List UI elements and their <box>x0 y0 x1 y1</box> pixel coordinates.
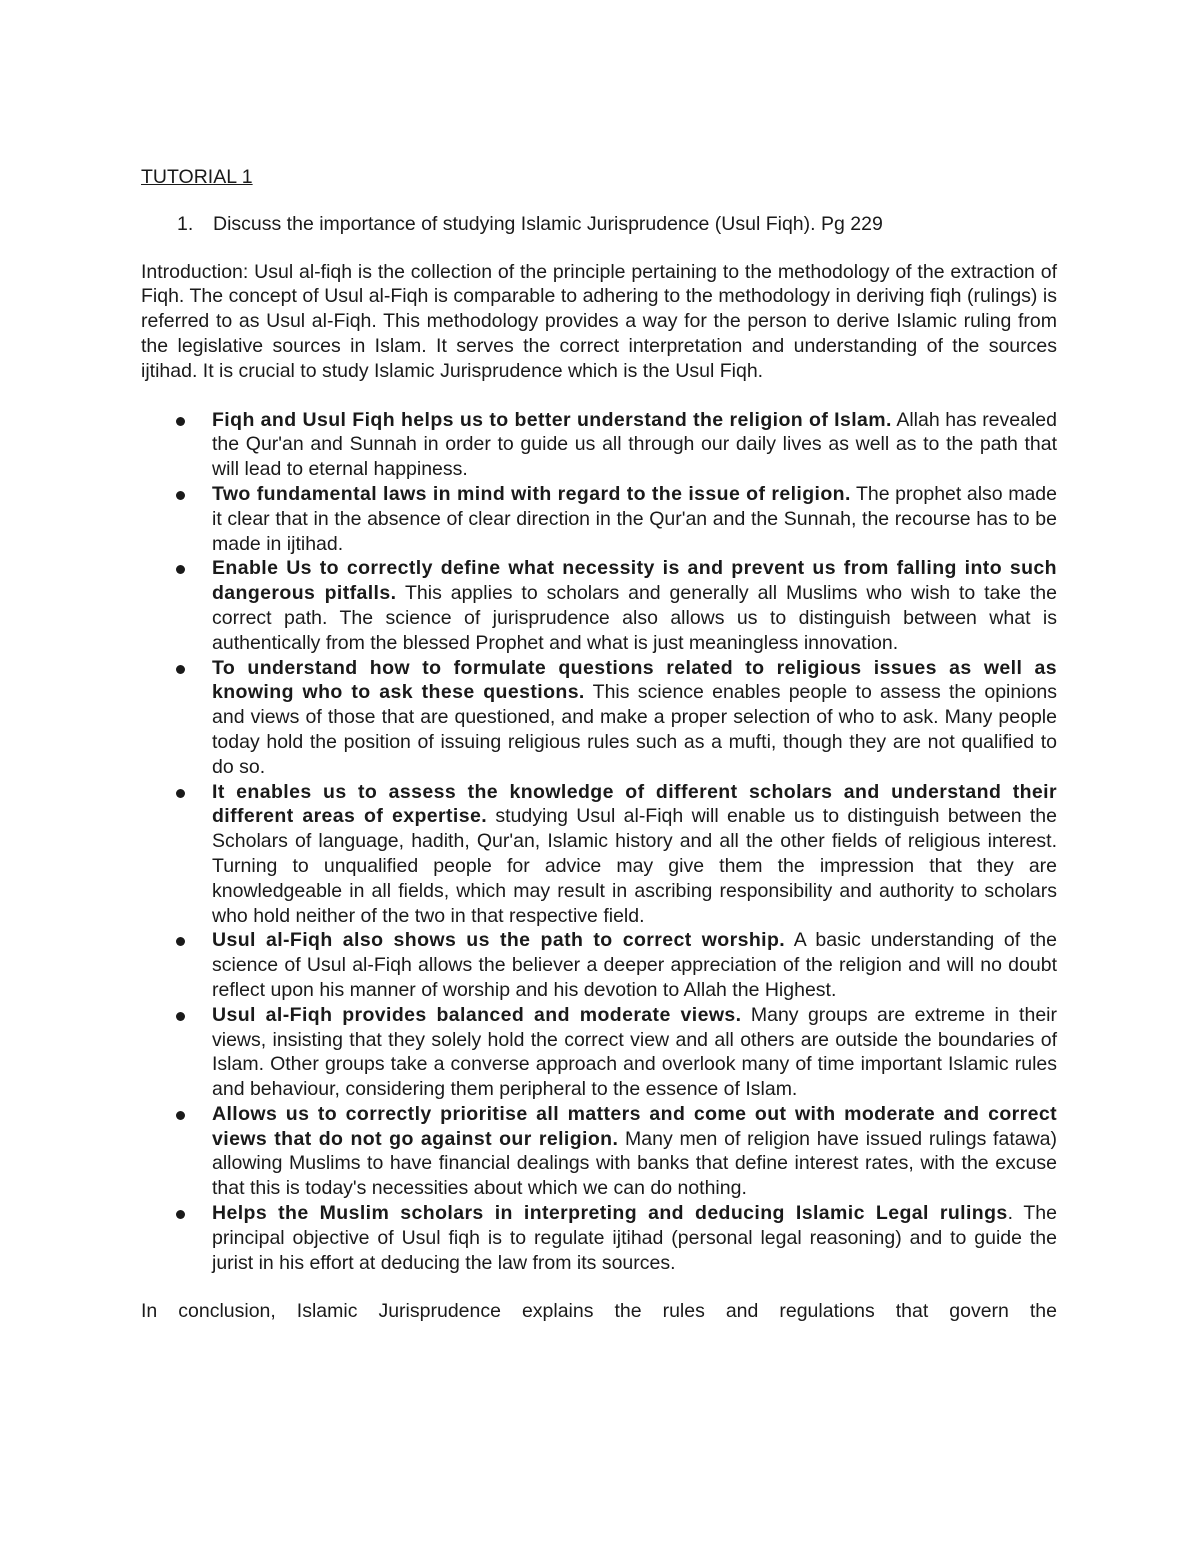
bullet-item <box>212 1003 1057 1102</box>
bullet-text: Allah has revealed the Qur'an and Sunnah in order to guide us all through our daily lives as well as to the path that will lead to eternal happiness. <box>212 408 1057 481</box>
bullet-dot-icon <box>176 789 185 798</box>
question-number: 1. <box>177 212 194 235</box>
bullet-text: This science enables people to assess the opinions and views of those that are questioned, and make a proper selection of who to ask. Many people today hold the position of issuing religious rules such as a mufti, though they are not qualified to do so. <box>212 681 1058 778</box>
bullet-heading: Usul al-Fiqh provides balanced and moderate views. <box>212 1003 742 1026</box>
conclusion-paragraph: In conclusion, Islamic Jurisprudence explains the rules and regulations that govern the <box>141 1300 1057 1323</box>
question-item <box>141 212 1057 237</box>
bullet-dot-icon <box>176 565 185 574</box>
bullet-text: studying Usul al-Fiqh will enable us to distinguish between the Scholars of language, hadith, Qur'an, Islamic history and all the other fields of religious interest. Turning to unqualified people for advice may give them the impression that they are knowledgeable in all fields, which may result in ascribing responsibility and authority to scholars who hold neither of the two in that respective field. <box>212 805 1058 927</box>
bullet-item <box>212 656 1057 780</box>
bullet-dot-icon <box>176 1210 185 1219</box>
bullet-heading: It enables us to assess the knowledge of different scholars and understand their different areas of expertise. <box>212 780 1057 828</box>
bullet-item <box>212 408 1057 482</box>
bullet-item <box>212 482 1057 556</box>
bullet-item <box>212 556 1057 655</box>
bullet-text: Many men of religion have issued rulings fatawa) allowing Muslims to have financial dealings with banks that define interest rates, with the excuse that this is today's necessities about which we can do nothing. <box>212 1127 1057 1200</box>
bullet-dot-icon <box>176 491 185 500</box>
bullet-heading: Enable Us to correctly define what necessity is and prevent us from falling into such dangerous pitfalls. <box>212 557 1057 605</box>
bullet-item <box>212 1201 1057 1275</box>
bullet-dot-icon <box>176 1012 185 1021</box>
bullet-item <box>212 928 1057 1002</box>
bullet-text: Many groups are extreme in their views, insisting that they solely hold the correct view and all others are outside the boundaries of Islam. Other groups take a converse approach and overlook many of time important Islamic rules and behaviour, considering them peripheral to the essence of Islam. <box>212 1003 1057 1101</box>
bullet-heading: To understand how to formulate questions related to religious issues as well as knowing who to ask these questions. <box>212 656 1057 704</box>
document-body <box>141 165 1057 1324</box>
bullet-text: A basic understanding of the science of Usul al-Fiqh allows the believer a deeper appreciation of the religion and will no doubt reflect upon his manner of worship and his devotion to Allah the Highest. <box>212 929 1057 1001</box>
bullet-dot-icon <box>176 417 185 426</box>
bullet-text: This applies to scholars and generally all Muslims who wish to take the correct path. The science of jurisprudence also allows us to distinguish between what is authentically from the blessed Prophet and what is just meaningless innovation. <box>212 582 1057 654</box>
bullet-list <box>141 408 1057 1276</box>
question-text: Discuss the importance of studying Islamic Jurisprudence (Usul Fiqh). Pg 229 <box>213 212 883 235</box>
bullet-heading: Fiqh and Usul Fiqh helps us to better understand the religion of Islam. <box>212 408 892 431</box>
introduction-paragraph: Introduction: Usul al-fiqh is the collection of the principle pertaining to the methodology of the extraction of Fiqh. The concept of Usul al-Fiqh is comparable to adhering to the methodology in deriving fiqh (rulings) is referred to as Usul al-Fiqh. This methodology provides a way for the person to derive Islamic ruling from the legislative sources in Islam. It serves the correct interpretation and understanding of the sources ijtihad. It is crucial to study Islamic Jurisprudence which is the Usul Fiqh. <box>141 260 1057 382</box>
bullet-dot-icon <box>176 665 185 674</box>
bullet-heading: Two fundamental laws in mind with regard to the issue of religion. <box>212 482 851 505</box>
bullet-item <box>212 1102 1057 1201</box>
bullet-dot-icon <box>176 1111 185 1120</box>
bullet-dot-icon <box>176 937 185 946</box>
bullet-heading: Allows us to correctly prioritise all matters and come out with moderate and correct views that do not go against our religion. <box>212 1102 1057 1150</box>
bullet-heading: Helps the Muslim scholars in interpreting and deducing Islamic Legal rulings <box>212 1202 1008 1225</box>
bullet-text: . The principal objective of Usul fiqh is to regulate ijtihad (personal legal reasoning) and to guide the jurist in his effort at deducing the law from its sources. <box>212 1202 1057 1274</box>
page-title: TUTORIAL 1 <box>141 166 253 188</box>
bullet-heading: Usul al-Fiqh also shows us the path to correct worship. <box>212 929 786 952</box>
bullet-text: The prophet also made it clear that in the absence of clear direction in the Qur'an and the Sunnah, the recourse has to be made in ijtihad. <box>212 482 1058 555</box>
bullet-item <box>212 780 1057 929</box>
